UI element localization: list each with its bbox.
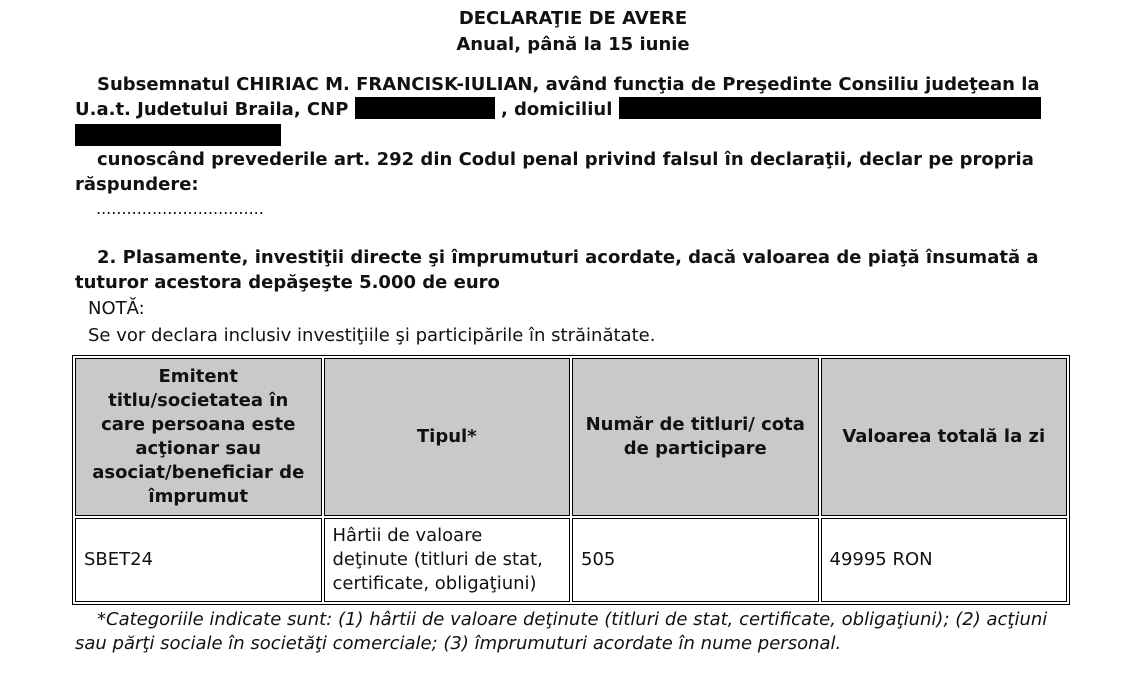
note-text: Se vor declara inclusiv investiţiile şi participările în străinătate. [88,325,656,346]
declarant-name: CHIRIAC M. FRANCISK-IULIAN [236,74,533,95]
table-row [75,518,1067,602]
footnote-text: *Categoriile indicate sunt: (1) hârtii de valoare deţinute (titluri de stat, certificate, obligaţiuni); (2) acţiuni sau părţi sociale în societăţi comerciale; (3) împrumuturi acordate în nume personal. [75,609,1048,654]
cell-shares: 505 [572,518,819,602]
document-subtitle: Anual, până la 15 iunie [456,34,690,55]
table-header-row [75,358,1067,516]
redacted-address [619,97,1041,119]
header-total-value: Valoarea totală la zi [821,358,1068,516]
header-shares: Număr de titluri/ cota de participare [572,358,819,516]
note-label: NOTĂ: [88,298,145,319]
intro-text-1: Subsemnatul [97,74,237,95]
intro-text-3: , domiciliul [494,99,619,120]
declaration-paragraph [75,147,1065,197]
redacted-address-continued [75,124,281,146]
cell-total-value: 49995 RON [821,518,1068,602]
redacted-cnp [355,97,495,119]
investments-table [72,355,1070,605]
header-issuer: Emitent titlu/societatea în care persoana este acţionar sau asociat/beneficiar de împrumut [75,358,322,516]
intro-paragraph [75,72,1065,149]
declaration-text: cunoscând prevederile art. 292 din Codul penal privind falsul în declaraţii, declar pe propria răspundere: [75,149,1034,195]
intro-text-2: , având funcţia de Preşedinte Consiliu judeţean la U.a.t. Judetului Braila, CNP [75,74,1040,120]
section-heading [75,245,1065,295]
section-heading-text: 2. Plasamente, investiţii directe şi împrumuturi acordate, dacă valoarea de piaţă însumată a tuturor acestora depăşeşte 5.000 de euro [75,247,1039,293]
footnote [75,608,1065,656]
cell-type: Hârtii de valoare deţinute (titluri de stat, certificate, obligaţiuni) [324,518,571,602]
document-title: DECLARAŢIE DE AVERE [458,8,688,29]
header-type: Tipul* [324,358,571,516]
cell-issuer: SBET24 [75,518,322,602]
dotted-line: ................................. [96,199,264,218]
